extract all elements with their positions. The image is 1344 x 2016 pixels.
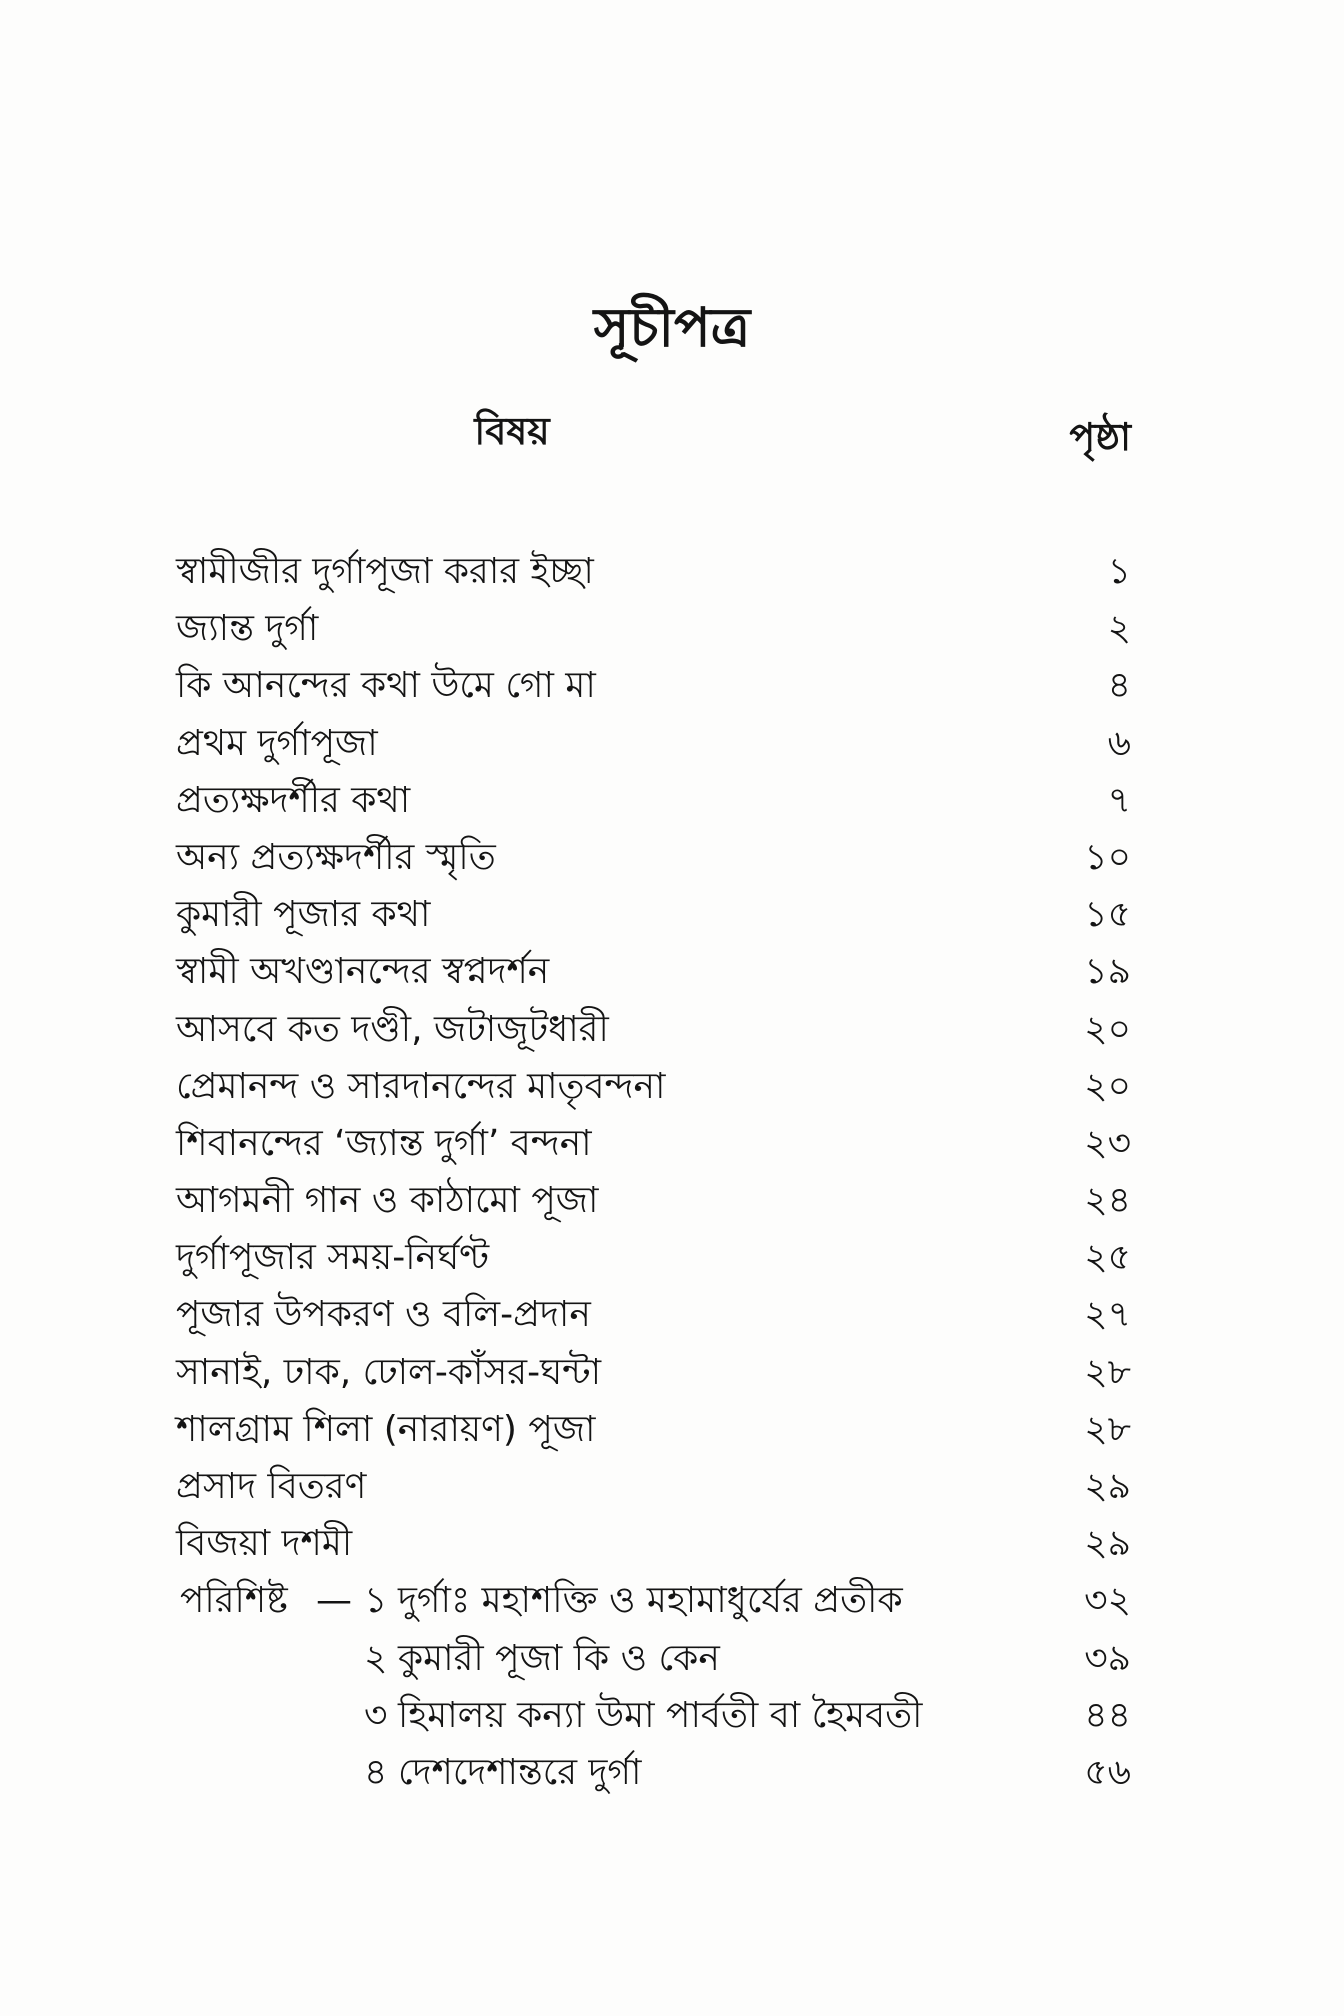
entry-page-number: ৩৯ xyxy=(1084,1637,1131,1679)
entry-title: শালগ্রাম শিলা (নারায়ণ) পূজা xyxy=(176,1408,596,1450)
toc-entry xyxy=(0,772,1344,829)
appendix-item-number: ১ xyxy=(364,1580,388,1622)
toc-entry xyxy=(0,1172,1344,1229)
entry-page-number: ২ xyxy=(1107,608,1131,650)
toc-entry xyxy=(0,1401,1344,1458)
entry-title: প্রত্যক্ষদর্শীর কথা xyxy=(176,779,411,821)
entry-page-number: ২৭ xyxy=(1084,1294,1131,1336)
entry-page-number: ১০ xyxy=(1084,836,1131,878)
entry-title: স্বামী অখণ্ডানন্দের স্বপ্নদর্শন xyxy=(176,951,550,993)
toc-entry xyxy=(0,829,1344,886)
appendix-item-title: কুমারী পূজা কি ও কেন xyxy=(398,1637,720,1679)
toc-entry xyxy=(0,600,1344,657)
entry-title: অন্য প্রত্যক্ষদর্শীর স্মৃতি xyxy=(176,836,496,878)
toc-entry xyxy=(0,1229,1344,1286)
entry-title: প্রসাদ বিতরণ xyxy=(176,1466,367,1507)
toc-entry xyxy=(0,657,1344,714)
entry-page-number: ১ xyxy=(1107,551,1131,592)
entry-title: আগমনী গান ও কাঠামো পূজা xyxy=(176,1180,599,1222)
toc-entry xyxy=(0,943,1344,1000)
entry-page-number: ২৩ xyxy=(1084,1122,1131,1164)
entry-title: প্রথম দুর্গাপূজা xyxy=(176,722,378,764)
entry-title: দুর্গাপূজার সময়-নির্ঘণ্ট xyxy=(176,1237,490,1279)
appendix-item-title: দেশদেশান্তরে দুর্গা xyxy=(398,1751,642,1793)
entry-page-number: ৭ xyxy=(1107,779,1131,821)
entry-page-number: ৬ xyxy=(1107,722,1131,764)
entry-page-number: ৪৪ xyxy=(1084,1694,1131,1736)
entry-page-number: ২৯ xyxy=(1084,1523,1131,1565)
entry-page-number: ৩২ xyxy=(1084,1580,1131,1622)
toc-entry xyxy=(0,1458,1344,1515)
entry-title: জ্যান্ত দুর্গা xyxy=(176,608,319,650)
entry-title: শিবানন্দের ‘জ্যান্ত দুর্গা’ বন্দনা xyxy=(176,1122,592,1164)
toc-entry xyxy=(0,1058,1344,1115)
appendix-item-title: দুর্গাঃ মহাশক্তি ও মহামাধুর্যের প্রতীক xyxy=(398,1580,903,1622)
appendix-entry xyxy=(0,1572,1344,1629)
entry-page-number: ২০ xyxy=(1084,1008,1131,1050)
page-title: সূচীপত্র xyxy=(593,296,751,359)
appendix-item-number: ২ xyxy=(364,1637,388,1679)
entry-page-number: ২৮ xyxy=(1084,1408,1131,1450)
entry-title: পূজার উপকরণ ও বলি-প্রদান xyxy=(176,1294,591,1336)
appendix-item-title: হিমালয় কন্যা উমা পার্বতী বা হৈমবতী xyxy=(398,1694,923,1736)
toc-entry xyxy=(0,1344,1344,1401)
entry-page-number: ২৪ xyxy=(1084,1180,1131,1222)
entry-page-number: ৫৬ xyxy=(1084,1751,1131,1793)
entry-title: বিজয়া দশমী xyxy=(176,1523,353,1565)
toc-entry xyxy=(0,1286,1344,1343)
entry-page-number: ২৯ xyxy=(1084,1466,1131,1507)
toc-entry xyxy=(0,543,1344,600)
entry-title: কুমারী পূজার কথা xyxy=(176,894,431,936)
entry-page-number: ২৮ xyxy=(1084,1351,1131,1393)
entry-title: সানাই, ঢাক, ঢোল-কাঁসর-ঘন্টা xyxy=(176,1351,602,1393)
entry-page-number: ২৫ xyxy=(1084,1237,1131,1279)
toc-entry xyxy=(0,1115,1344,1172)
toc-entry xyxy=(0,715,1344,772)
toc-entry xyxy=(0,886,1344,943)
appendix-entry xyxy=(0,1687,1344,1744)
appendix-entry xyxy=(0,1630,1344,1687)
entry-page-number: ১৫ xyxy=(1084,894,1131,936)
column-header-subject: বিষয় xyxy=(474,409,550,453)
column-header-page: পৃষ্ঠা xyxy=(1069,415,1131,459)
appendix-label: পরিশিষ্ট xyxy=(180,1580,288,1622)
entry-page-number: ১৯ xyxy=(1084,951,1131,993)
appendix-item-number: ৩ xyxy=(364,1694,388,1736)
entry-title: আসবে কত দণ্ডী, জটাজূটধারী xyxy=(176,1008,609,1050)
entry-title: কি আনন্দের কথা উমে গো মা xyxy=(176,665,596,707)
appendix-dash: — xyxy=(316,1580,352,1622)
entry-title: স্বামীজীর দুর্গাপূজা করার ইচ্ছা xyxy=(176,551,594,592)
entry-page-number: ৪ xyxy=(1107,665,1131,707)
toc-entry xyxy=(0,1515,1344,1572)
entry-page-number: ২০ xyxy=(1084,1065,1131,1107)
entry-title: প্রেমানন্দ ও সারদানন্দের মাতৃবন্দনা xyxy=(176,1065,666,1107)
appendix-item-number: ৪ xyxy=(364,1751,388,1793)
toc-entry xyxy=(0,1001,1344,1058)
table-of-contents xyxy=(0,543,1344,1801)
appendix-entry xyxy=(0,1744,1344,1801)
